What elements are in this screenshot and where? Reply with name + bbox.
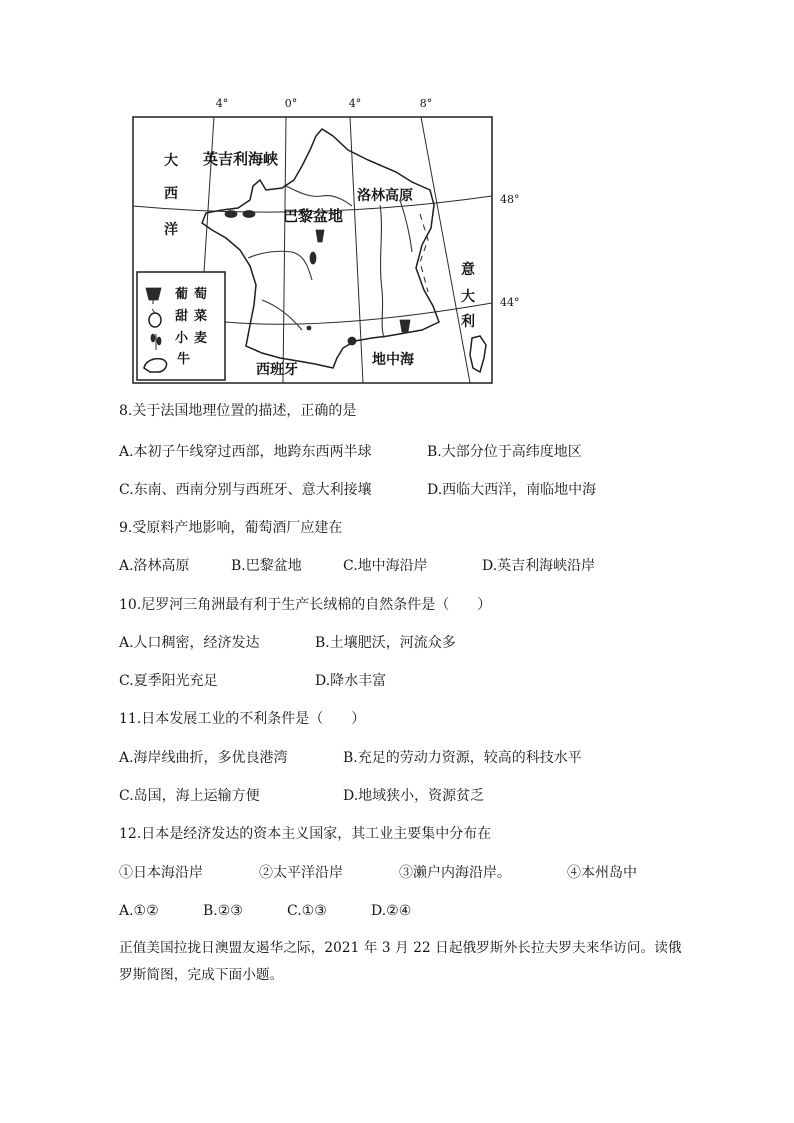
legend-label-cattle: 牛 (177, 352, 197, 367)
question-8-option-d: D.西临大西洋，南临地中海 (427, 482, 597, 498)
question-12-option-a: A.①② (119, 903, 159, 919)
question-10-option-d: D.降水丰富 (315, 673, 387, 689)
grape-symbol (400, 320, 410, 332)
italy-label-char: 大 (461, 289, 475, 305)
question-11-option-a: A.海岸线曲折，多优良港湾 (119, 750, 288, 766)
moselle-river (400, 200, 412, 252)
france-map (0, 0, 794, 400)
question-9-option-d: D.英吉利海峡沿岸 (482, 558, 596, 574)
longitude-label: 4° (215, 97, 229, 110)
section-intro-line: 罗斯简图，完成下面小题。 (119, 967, 284, 983)
corsica-island (470, 336, 486, 372)
grape-symbol (316, 230, 324, 242)
question-11-stem: 11.日本发展工业的不利条件是（ ） (119, 711, 366, 727)
mediterranean-label: 地中海 (372, 352, 414, 368)
legend-label-beet: 甜菜 (175, 309, 214, 324)
question-8-option-a: A.本初子午线穿过西部，地跨东西两半球 (119, 444, 372, 460)
longitude-label: 4° (348, 97, 362, 110)
beet-symbol (348, 337, 356, 345)
atlantic-label-char: 大 (164, 153, 178, 169)
question-12-statement-4: ④本州岛中 (567, 865, 637, 881)
question-8-option-c: C.东南、西南分别与西班牙、意大利接壤 (119, 482, 372, 498)
latitude-label: 44° (500, 296, 520, 309)
question-12-statement-1: ①日本海沿岸 (119, 865, 203, 881)
question-12-stem: 12.日本是经济发达的资本主义国家，其工业主要集中分布在 (119, 826, 492, 842)
question-8-option-b: B.大部分位于高纬度地区 (427, 444, 582, 460)
latitude-line-44 (225, 303, 492, 324)
longitude-line-0 (283, 117, 286, 383)
question-12-option-d: D.②④ (371, 903, 412, 919)
lorraine-plateau-label: 洛林高原 (357, 188, 413, 204)
longitude-label: 8° (419, 97, 433, 110)
atlantic-label-char: 洋 (164, 222, 178, 238)
spain-label: 西班牙 (256, 362, 298, 378)
paris-basin-label: 巴黎盆地 (283, 207, 344, 225)
legend-label-wheat: 小麦 (175, 331, 214, 346)
question-12-statement-3: ③濑户内海沿岸。 (399, 865, 511, 881)
question-10-option-b: B.土壤肥沃，河流众多 (315, 635, 456, 651)
italy-label-char: 意 (461, 262, 475, 278)
garonne-river (262, 300, 302, 330)
loire-river (248, 251, 312, 280)
longitude-label: 0° (284, 97, 298, 110)
wheat-symbol (310, 252, 316, 264)
legend-label-grape: 葡萄 (175, 287, 214, 302)
seine-river (286, 186, 352, 206)
question-10-option-c: C.夏季阳光充足 (119, 673, 218, 689)
question-10-stem: 10.尼罗河三角洲最有利于生产长绒棉的自然条件是（ ） (119, 597, 492, 613)
question-12-statement-2: ②太平洋沿岸 (259, 865, 343, 881)
question-12-option-c: C.①③ (287, 903, 327, 919)
cattle-symbol (243, 211, 255, 218)
question-11-option-c: C.岛国，海上运输方便 (119, 788, 260, 804)
question-11-option-b: B.充足的劳动力资源，较高的科技水平 (343, 750, 582, 766)
section-intro-line: 正值美国拉拢日澳盟友遏华之际，2021 年 3 月 22 日起俄罗斯外长拉夫罗夫来华访问。读俄 (119, 940, 682, 956)
city-dot (307, 326, 311, 330)
question-9-option-b: B.巴黎盆地 (231, 558, 302, 574)
question-12-option-b: B.②③ (203, 903, 243, 919)
question-10-option-a: A.人口稠密，经济发达 (119, 635, 260, 651)
question-9-stem: 9.受原料产地影响，葡萄酒厂应建在 (119, 520, 343, 536)
question-8-stem: 8.关于法国地理位置的描述，正确的是 (119, 403, 357, 419)
longitude-line-8e (421, 117, 470, 383)
latitude-label: 48° (500, 193, 520, 206)
atlantic-label-char: 西 (164, 186, 178, 202)
cattle-symbol (225, 211, 237, 218)
question-11-option-d: D.地域狭小，资源贫乏 (343, 788, 485, 804)
question-9-option-a: A.洛林高原 (119, 558, 190, 574)
english-channel-label: 英吉利海峡 (203, 150, 279, 168)
question-9-option-c: C.地中海沿岸 (343, 558, 428, 574)
italy-label-char: 利 (461, 314, 475, 330)
longitude-line-4w (204, 117, 214, 272)
